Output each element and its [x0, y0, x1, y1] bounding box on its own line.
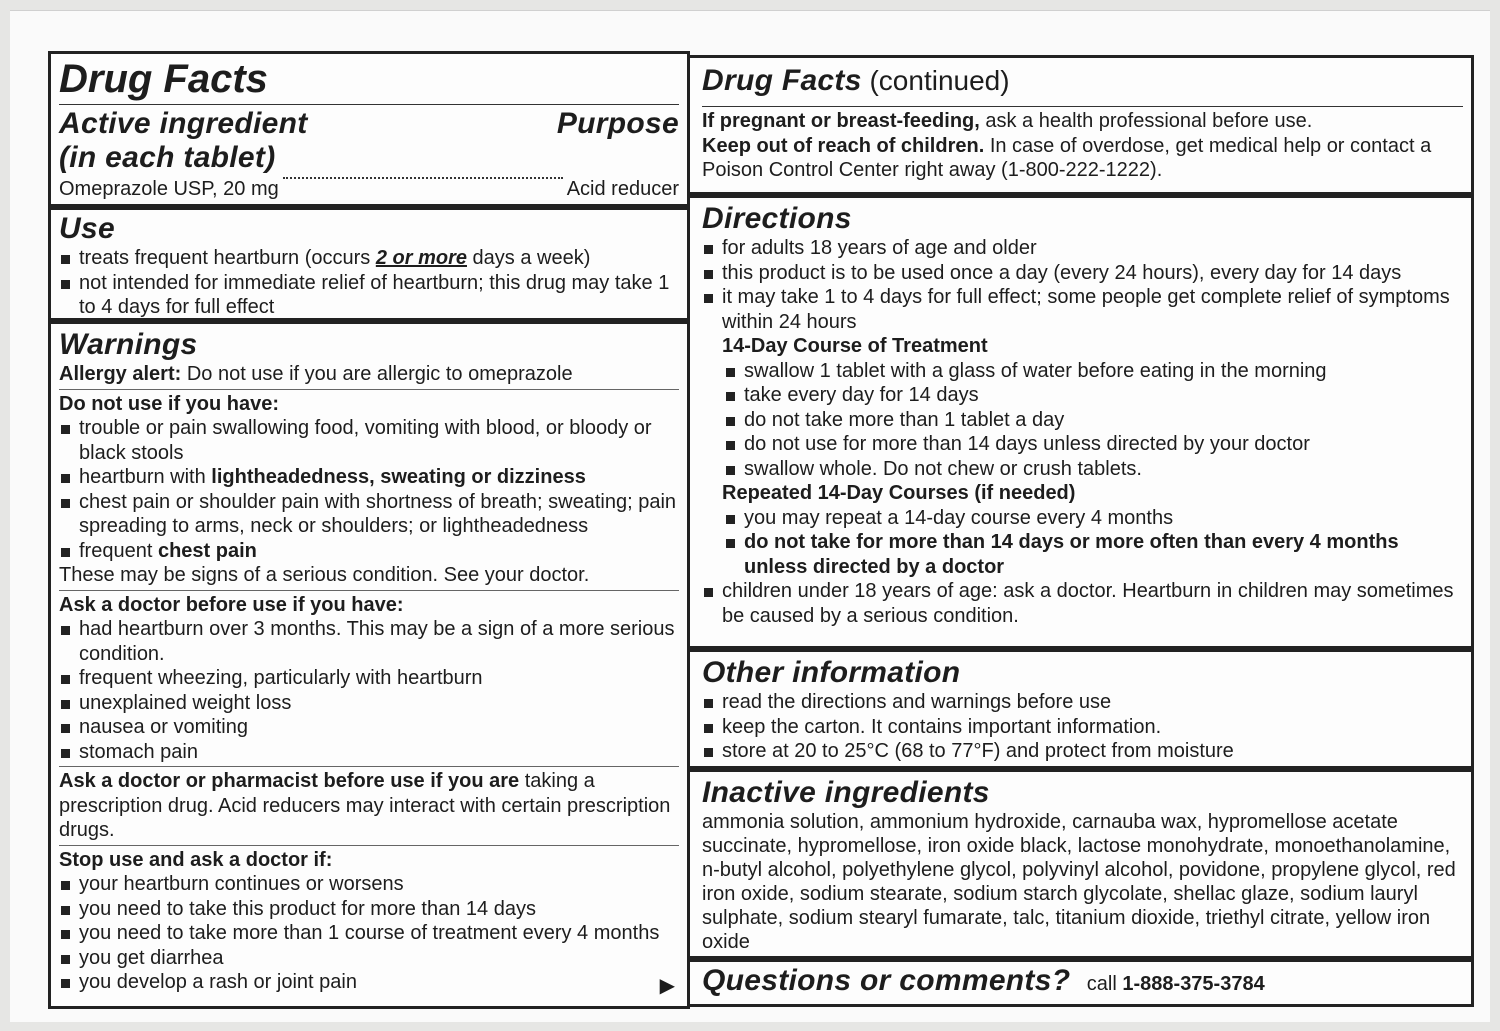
ask-doctor-item: nausea or vomiting — [59, 715, 679, 740]
purpose-heading: Purpose — [556, 107, 679, 140]
do-not-use-heading: Do not use if you have: — [59, 392, 280, 415]
ask-doctor-heading: Ask a doctor before use if you have: — [59, 593, 404, 616]
inactive-ingredients-section — [690, 772, 1471, 962]
stop-use-item: you develop a rash or joint pain — [59, 970, 679, 995]
pregnancy-warning: If pregnant or breast-feeding, ask a health professional before use. — [702, 110, 1313, 132]
repeat-item: you may repeat a 14-day course every 4 months — [724, 506, 1463, 531]
repeat-item: do not take for more than 14 days or more often than every 4 months unless directed by a doctor — [724, 530, 1463, 579]
other-information-heading: Other information — [702, 656, 961, 689]
use-item: not intended for immediate relief of heartburn; this drug may take 1 to 4 days for full effect — [59, 271, 679, 320]
repeat-heading: Repeated 14-Day Courses (if needed) — [722, 482, 1076, 504]
course-item: do not take more than 1 tablet a day — [724, 408, 1463, 433]
course-item: swallow 1 tablet with a glass of water before eating in the morning — [724, 359, 1463, 384]
other-item: read the directions and warnings before use — [702, 690, 1463, 715]
use-section — [51, 210, 687, 324]
do-not-use-item: trouble or pain swallowing food, vomiting with blood, or bloody or black stools — [59, 416, 679, 465]
drug-facts-panel — [10, 10, 1490, 1022]
do-not-use-note: These may be signs of a serious condition. See your doctor. — [59, 564, 590, 586]
use-heading: Use — [59, 212, 115, 245]
active-ingredient-section — [51, 54, 687, 210]
other-item: keep the carton. It contains important information. — [702, 715, 1463, 740]
active-ingredient-heading: Active ingredient — [59, 107, 308, 140]
direction-item: children under 18 years of age: ask a doctor. Heartburn in children may sometimes be caused by a serious condition. — [702, 579, 1463, 628]
stop-use-item: you need to take more than 1 course of treatment every 4 months — [59, 921, 679, 946]
ingredient-purpose: Acid reducer — [566, 178, 679, 200]
directions-section — [690, 198, 1471, 652]
inactive-ingredients-text: ammonia solution, ammonium hydroxide, carnauba wax, hypromellose acetate succinate, hypromellose, iron oxide black, lactose monohydrate, monoethanolamine, n-butyl alcohol, polyethylene glycol, polyvinyl alcohol, povidone, propylene glycol, red iron oxide, sodium stearate, sodium starch glycolate, shellac glaze, sodium lauryl sulphate, sodium stearyl fumarate, talc, titanium dioxide, triethyl citrate, yellow iron oxide — [702, 811, 1456, 953]
continued-title: Drug Facts (continued) — [702, 64, 1010, 97]
warnings-section — [51, 324, 687, 995]
questions-heading: Questions or comments? — [702, 964, 1071, 997]
course-item: do not use for more than 14 days unless directed by your doctor — [724, 432, 1463, 457]
ask-doctor-item: had heartburn over 3 months. This may be a sign of a more serious condition. — [59, 617, 679, 666]
questions-call: call — [1086, 973, 1123, 995]
do-not-use-item: heartburn with lightheadedness, sweating or dizziness — [59, 465, 679, 490]
children-warning: Keep out of reach of children. In case of overdose, get medical help or contact a Poison Control Center right away (1-800-222-1222). — [702, 134, 1432, 181]
stop-use-heading: Stop use and ask a doctor if: — [59, 848, 333, 871]
course-item: take every day for 14 days — [724, 383, 1463, 408]
dot-leader — [283, 177, 563, 179]
course-heading: 14-Day Course of Treatment — [722, 335, 988, 357]
drug-facts-title: Drug Facts — [59, 57, 268, 101]
direction-item: it may take 1 to 4 days for full effect; some people get complete relief of symptoms within 24 hours — [702, 285, 1463, 334]
warnings-heading: Warnings — [59, 328, 198, 361]
other-information-section — [690, 652, 1471, 772]
inactive-ingredients-heading: Inactive ingredients — [702, 776, 990, 809]
other-item: store at 20 to 25°C (68 to 77°F) and protect from moisture — [702, 739, 1463, 764]
ask-pharmacist-text: Ask a doctor or pharmacist before use if you are taking a prescription drug. Acid reducers may interact with certain prescription drugs. — [59, 770, 671, 841]
do-not-use-item: frequent chest pain — [59, 539, 679, 564]
direction-item: for adults 18 years of age and older — [702, 236, 1463, 261]
use-item: treats frequent heartburn (occurs 2 or more days a week) — [59, 246, 679, 271]
questions-section — [690, 962, 1471, 998]
do-not-use-item: chest pain or shoulder pain with shortness of breath; sweating; pain spreading to arms, neck or shoulders; or lightheadedness — [59, 490, 679, 539]
ask-doctor-item: stomach pain — [59, 740, 679, 765]
drug-facts-right-column — [687, 55, 1474, 1007]
continue-arrow-icon: ▶ — [659, 975, 675, 997]
allergy-alert: Allergy alert: Do not use if you are allergic to omeprazole — [59, 363, 573, 385]
ask-doctor-item: unexplained weight loss — [59, 691, 679, 716]
direction-item: this product is to be used once a day (every 24 hours), every day for 14 days — [702, 261, 1463, 286]
drug-facts-left-column — [48, 51, 690, 1009]
directions-heading: Directions — [702, 202, 852, 235]
ingredient-name: Omeprazole USP, 20 mg — [59, 178, 279, 200]
ask-doctor-item: frequent wheezing, particularly with heartburn — [59, 666, 679, 691]
active-ingredient-subheading: (in each tablet) — [59, 141, 276, 174]
stop-use-item: you need to take this product for more than 14 days — [59, 897, 679, 922]
stop-use-item: your heartburn continues or worsens — [59, 872, 679, 897]
continued-section — [690, 58, 1471, 198]
course-item: swallow whole. Do not chew or crush tablets. — [724, 457, 1463, 482]
stop-use-item: you get diarrhea — [59, 946, 679, 971]
questions-phone: 1-888-375-3784 — [1122, 973, 1265, 995]
